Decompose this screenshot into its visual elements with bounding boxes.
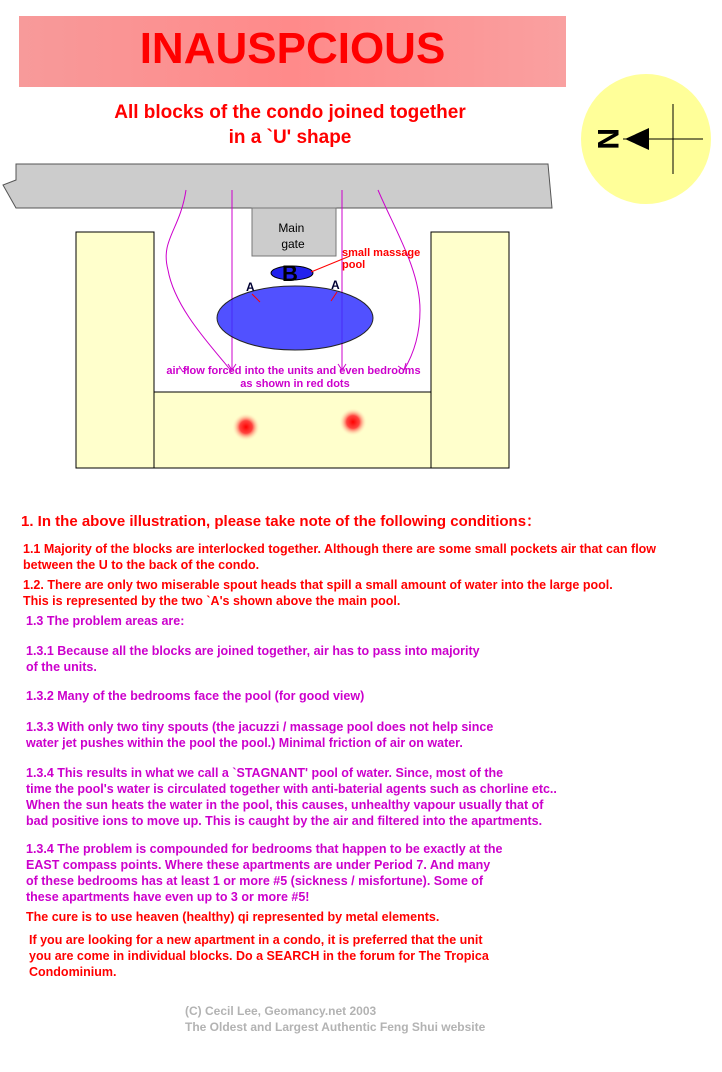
para-1-3-1: 1.3.1 Because all the blocks are joined together, air has to pass into majority of the units. [26,644,480,674]
advice-text: If you are looking for a new apartment in a condo, it is preferred that the unit you are come in individual blocks. Do a SEARCH in the forum for The Tropica Condominium. [29,933,489,979]
spout-left-label: A [246,280,255,294]
footer-tagline: The Oldest and Largest Authentic Feng Shui website [185,1020,486,1034]
left-block [76,232,154,468]
main-gate-line2: gate [281,237,305,251]
cure-text: The cure is to use heaven (healthy) qi represented by metal elements. [26,910,440,924]
right-block [431,232,509,468]
road [3,164,552,208]
para-1-3: 1.3 The problem areas are: [26,614,185,628]
footer-copyright: (C) Cecil Lee, Geomancy.net 2003 [185,1004,377,1018]
para-1-2: 1.2. There are only two miserable spout heads that spill a small amount of water into the large pool. This is represented by the two `A's shown above the main pool. [23,578,613,608]
spout-right-label: A [331,278,340,292]
red-dot-2 [339,408,367,436]
massage-pool-callout: small massage pool [342,247,421,271]
para-1-3-4a: 1.3.4 This results in what we call a `STAGNANT' pool of water. Since, most of the time the pool's water is circulated together with anti-baterial agents such as chorline etc.. When the sun heats the water in the pool, this causes, unhealthy vapour usually that of bad positive ions to move up. This is caught by the air and filtered into the apartments. [26,766,557,828]
red-dot-1 [232,413,260,441]
airflow-note: air flow forced into the units and even bedrooms as shown in red dots [166,365,421,390]
para-1-3-4b: 1.3.4 The problem is compounded for bedrooms that happen to be exactly at the EAST compass points. Where these apartments are under Period 7. And many of these bedrooms has at least 1 or more #5 (sickness / misfortune). Some of these apartments have even up to 3 or more #5! [26,842,503,904]
massage-pool-label: B [282,261,298,286]
para-1-3-3: 1.3.3 With only two tiny spouts (the jacuzzi / massage pool does not help since water jet pushes within the pool the pool.) Minimal friction of air on water. [26,720,494,750]
para-1-3-2: 1.3.2 Many of the bedrooms face the pool (for good view) [26,689,365,703]
compass-n-label: N [591,128,624,150]
para-1-1: 1.1 Majority of the blocks are interlocked together. Although there are some small pockets air that can flow between the U to the back of the condo. [23,542,657,572]
main-pool [217,286,373,350]
page-title: INAUSPCIOUS [139,24,446,73]
subtitle: All blocks of the condo joined together in a `U' shape [114,102,466,148]
section-heading: 1. In the above illustration, please take note of the following conditions： [21,513,542,530]
condo-diagram [0,160,722,480]
back-block [154,392,431,468]
main-gate-line1: Main [278,221,305,235]
